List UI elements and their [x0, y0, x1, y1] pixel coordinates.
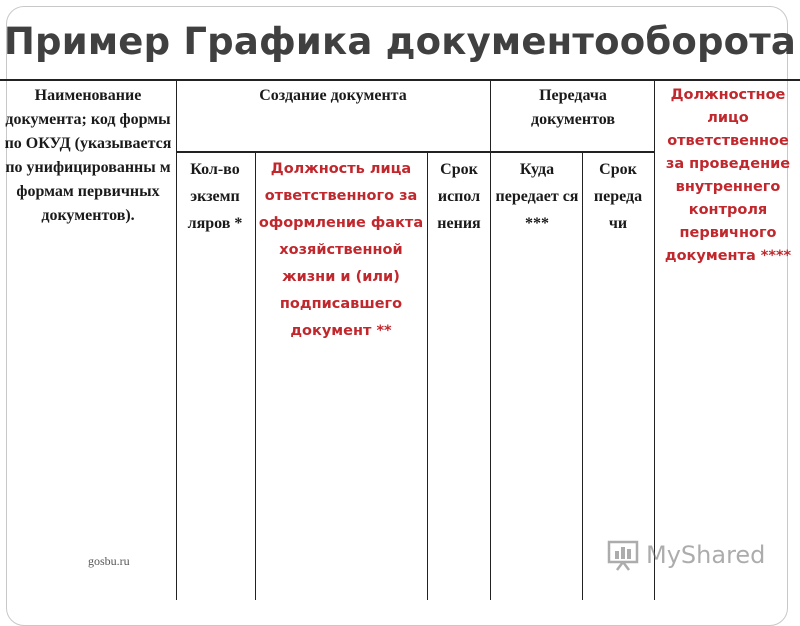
- watermark-text: MyShared: [646, 541, 766, 569]
- source-caption: gosbu.ru: [88, 554, 130, 568]
- page-title: Пример Графика документооборота: [3, 20, 797, 63]
- header-copies: Кол-во экземп ляров *: [187, 161, 243, 232]
- table-col-line-5: [582, 152, 583, 600]
- table-col-line-4: [490, 80, 491, 600]
- header-document-name: Наименование документа; код формы по ОКУД (указывается по унифицированны м формам первичных документов).: [4, 87, 172, 224]
- table-col-line-1: [176, 80, 177, 600]
- watermark: [606, 538, 765, 572]
- table-col-line-6: [654, 80, 655, 600]
- header-destination: Куда передает ся ***: [495, 161, 579, 232]
- header-document-transfer: Передача документов: [531, 87, 615, 128]
- table-col-line-3: [427, 152, 428, 600]
- header-responsible-person: Должность лица ответственного за оформление факта хозяйственной жизни и (или) подписавшего документ **: [258, 161, 424, 339]
- header-internal-control: Должностное лицо ответственное за проведение внутреннего контроля первичного документа ****: [664, 87, 792, 264]
- table-col-line-2: [255, 152, 256, 600]
- header-deadline: Срок испол нения: [437, 161, 481, 232]
- presentation-board-icon: [606, 538, 640, 572]
- table-top-border: [0, 79, 800, 81]
- header-transfer-deadline: Срок переда чи: [593, 161, 643, 232]
- header-document-creation: Создание документа: [259, 87, 407, 104]
